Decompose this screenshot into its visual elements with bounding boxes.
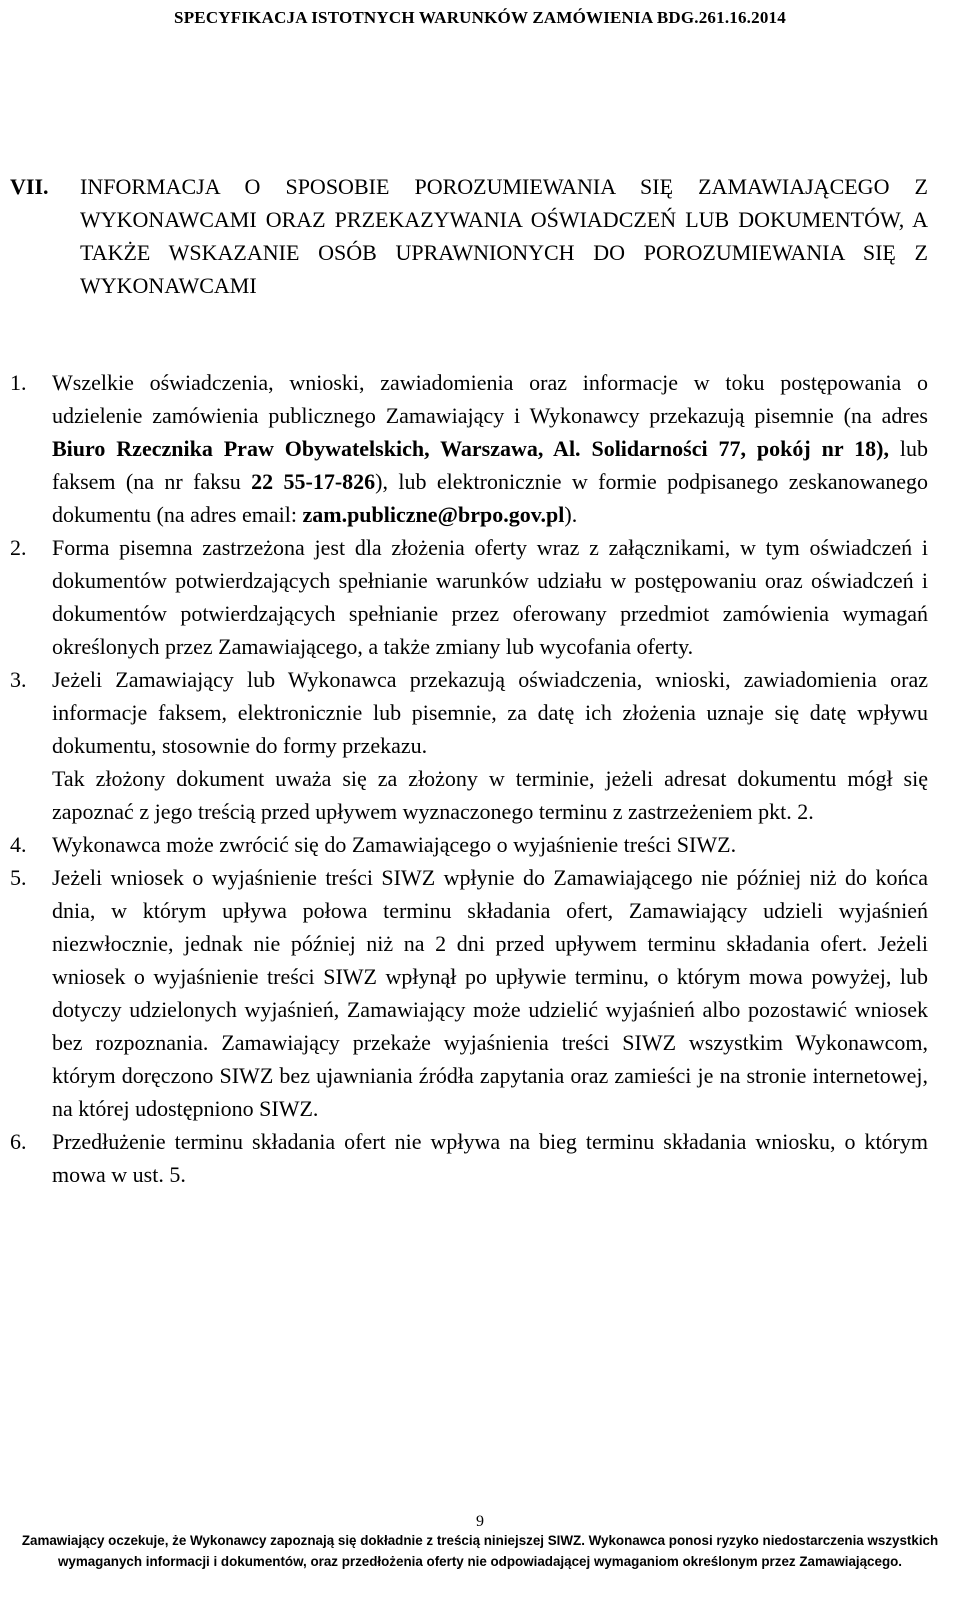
item-number: 3. [10,667,27,692]
page-footer [6,1530,954,1572]
list-item-2 [10,531,928,663]
address-bold: Biuro Rzecznika Praw Obywatelskich, Warszawa, Al. Solidarności 77, pokój nr 18), [52,436,889,461]
item-text: Jeżeli wniosek o wyjaśnienie treści SIWZ wpłynie do Zamawiającego nie później niż do końca dnia, w którym upływa połowa terminu składania ofert, Zamawiający udzieli wyjaśnień niezwłocznie, jednak nie później niż na 2 dni przed upływem terminu składania ofert. Jeżeli wniosek o wyjaśnienie treści SIWZ wpłynął po upływie terminu, o którym mowa powyżej, lub dotyczy udzielonych wyjaśnień, Zamawiający może udzielić wyjaśnień albo pozostawić wniosek bez rozpoznania. Zamawiający przekaże wyjaśnienia treści SIWZ wszystkim Wykonawcom, którym doręczono SIWZ bez ujawniania źródła zapytania oraz zamieści je na stronie internetowej, na której udostępniono SIWZ. [52,865,928,1121]
item-number: 4. [10,832,27,857]
email-address: zam.publiczne@brpo.gov.pl [302,502,565,527]
item-text [52,366,928,531]
list-item-1 [10,366,928,531]
list-item-6 [10,1125,928,1191]
text-run: ), lub elektronicznie w formie podpisanego zeskanowanego dokumentu (na adres email: [52,469,928,527]
item-paragraph: Jeżeli Zamawiający lub Wykonawca przekazują oświadczenia, wnioski, zawiadomienia oraz informacje faksem, elektronicznie lub pisemnie, za datę ich złożenia uznaje się datę wpływu dokumentu, stosownie do formy przekazu. [52,667,928,758]
item-text: Forma pisemna zastrzeżona jest dla złożenia oferty wraz z załącznikami, w tym oświadczeń i dokumentów potwierdzających spełnianie warunków udziału w postępowaniu oraz oświadczeń i dokumentów potwierdzających spełnianie przez oferowany przedmiot zamówienia wymagań określonych przez Zamawiającego, a także zmiany lub wycofania oferty. [52,535,928,659]
fax-number: 22 55-17-826 [251,469,376,494]
list-item-5 [10,861,928,1125]
section-number: VII. [10,174,49,199]
page-number: 9 [476,1513,484,1530]
item-number: 6. [10,1129,27,1154]
item-text: Wykonawca może zwrócić się do Zamawiającego o wyjaśnienie treści SIWZ. [52,832,737,857]
footer-line: Zamawiający oczekuje, że Wykonawcy zapoznają się dokładnie z treścią niniejszej SIWZ. Wykonawca ponosi ryzyko niedostarczenia wszystkich [21,1533,939,1548]
section-title: INFORMACJA O SPOSOBIE POROZUMIEWANIA SIĘ ZAMAWIAJĄCEGO Z WYKONAWCAMI ORAZ PRZEKAZYWANIA OŚWIADCZEŃ LUB DOKUMENTÓW, A TAKŻE WSKAZANIE OSÓB UPRAWNIONYCH DO POROZUMIEWANIA SIĘ Z WYKONAWCAMI [80,174,928,298]
list-item-3 [10,663,928,828]
item-number: 5. [10,865,27,890]
item-text [52,663,928,828]
item-paragraph: Tak złożony dokument uważa się za złożony w terminie, jeżeli adresat dokumentu mógł się zapoznać z jego treścią przed upływem wyznaczonego terminu z zastrzeżeniem pkt. 2. [52,766,928,824]
text-run: Wszelkie oświadczenia, wnioski, zawiadomienia oraz informacje w toku postępowania o udzielenie zamówienia publicznego Zamawiający i Wykonawcy przekazują pisemnie (na adres [52,370,928,428]
section-heading [10,170,928,335]
list-item-4 [10,828,928,861]
item-text: Przedłużenie terminu składania ofert nie wpływa na bieg terminu składania wniosku, o którym mowa w ust. 5. [52,1129,928,1187]
item-number: 1. [10,370,27,395]
page-header: SPECYFIKACJA ISTOTNYCH WARUNKÓW ZAMÓWIENIA BDG.261.16.2014 [174,8,786,27]
footer-line: wymaganych informacji i dokumentów, oraz przedłożenia oferty nie odpowiadającej wymaganiom określonym przez Zamawiającego. [57,1554,903,1569]
text-run: lub faksem (na nr faksu [52,436,928,494]
item-number: 2. [10,535,27,560]
text-run: ). [564,502,578,527]
numbered-list [10,366,928,1191]
